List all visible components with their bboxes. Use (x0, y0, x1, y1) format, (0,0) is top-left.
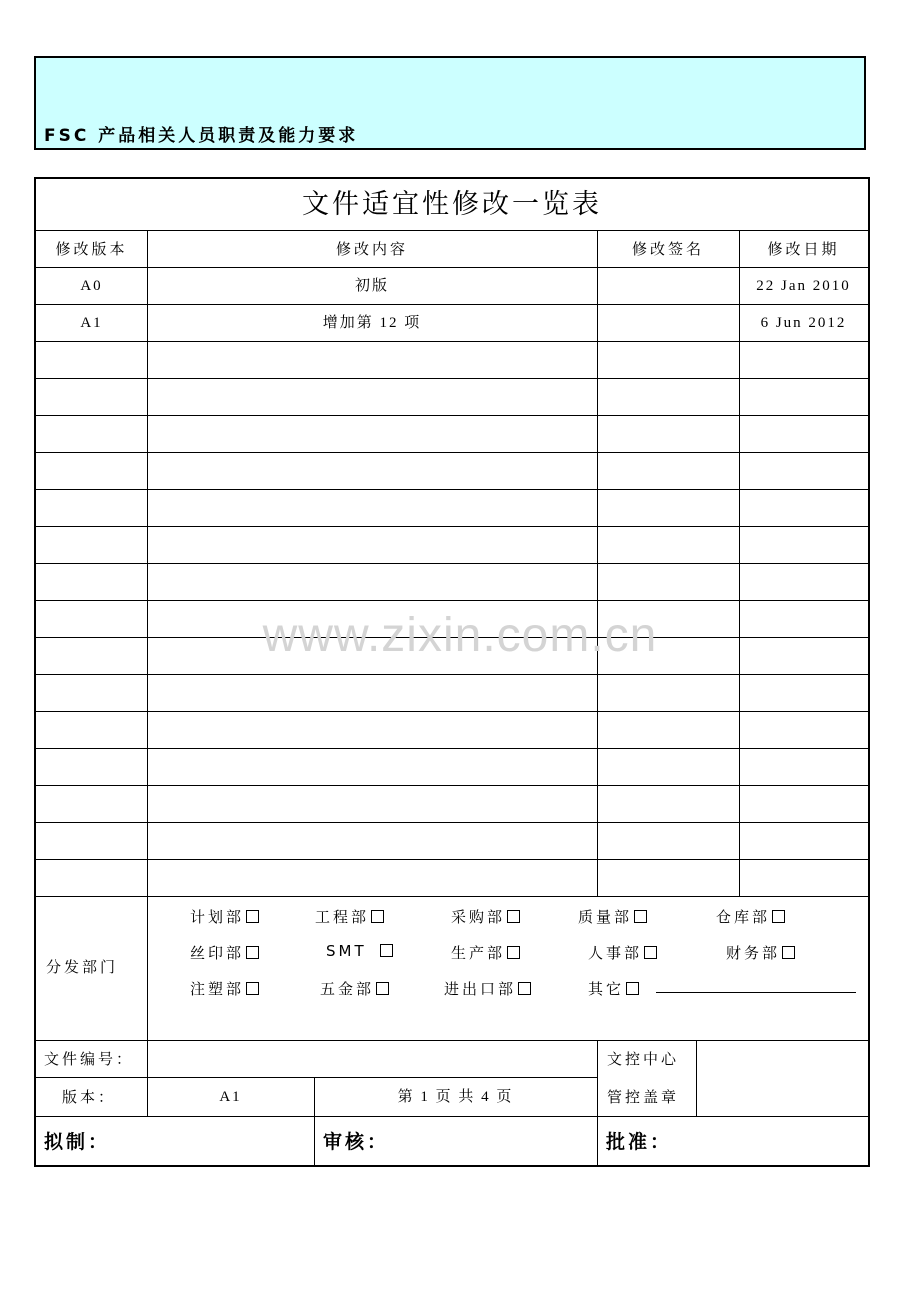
row-divider (36, 600, 868, 601)
row-divider (36, 563, 868, 564)
row-divider (36, 378, 868, 379)
doc-control-label: 文控中心 (607, 1050, 680, 1068)
divider (36, 1077, 597, 1078)
approved-label: 批准： (606, 1131, 673, 1153)
dept-hardware[interactable]: 五金部 (320, 978, 389, 999)
dept-finance-checkbox[interactable] (782, 946, 795, 959)
doc-number-label: 文件编号： (44, 1050, 135, 1068)
control-stamp-label: 管控盖章 (607, 1088, 680, 1106)
dept-injection-checkbox[interactable] (246, 982, 259, 995)
row-divider (36, 711, 868, 712)
dept-other-underline[interactable] (656, 992, 856, 993)
row-divider (36, 674, 868, 675)
divider (147, 1040, 148, 1116)
dept-hr[interactable]: 人事部 (588, 942, 657, 963)
dept-hr-checkbox[interactable] (644, 946, 657, 959)
distribution-label: 分发部门 (45, 958, 118, 976)
row-divider (36, 822, 868, 823)
dept-planning-checkbox[interactable] (246, 910, 259, 923)
divider (597, 1040, 598, 1167)
col-header-signature: 修改签名 (631, 240, 704, 258)
reviewed-label: 审核： (323, 1131, 390, 1153)
dept-purchasing[interactable]: 采购部 (451, 906, 520, 927)
row-divider (36, 415, 868, 416)
row-1-version: A0 (80, 278, 103, 294)
dept-silkscreen-checkbox[interactable] (246, 946, 259, 959)
row-2-version: A1 (80, 315, 103, 331)
dept-quality[interactable]: 质量部 (578, 906, 647, 927)
divider (36, 1040, 868, 1041)
row-divider (36, 489, 868, 490)
divider (314, 1077, 315, 1167)
row-2-content: 增加第 12 项 (322, 315, 422, 331)
dept-warehouse-checkbox[interactable] (772, 910, 785, 923)
row-divider (36, 341, 868, 342)
dept-warehouse[interactable]: 仓库部 (716, 906, 785, 927)
dept-production[interactable]: 生产部 (451, 942, 520, 963)
version-value: A1 (219, 1089, 242, 1105)
col-header-date: 修改日期 (767, 240, 840, 258)
row-1-date: 22 Jan 2010 (756, 278, 851, 294)
divider (696, 1040, 697, 1116)
form-title: 文件适宜性修改一览表 (36, 179, 868, 231)
dept-injection[interactable]: 注塑部 (190, 978, 259, 999)
dept-hardware-checkbox[interactable] (376, 982, 389, 995)
dept-planning[interactable]: 计划部 (190, 906, 259, 927)
row-divider (36, 452, 868, 453)
drafted-label: 拟制： (44, 1131, 111, 1153)
dept-engineering-checkbox[interactable] (371, 910, 384, 923)
dept-production-checkbox[interactable] (507, 946, 520, 959)
dept-purchasing-checkbox[interactable] (507, 910, 520, 923)
dept-other[interactable]: 其它 (588, 978, 639, 999)
row-divider (36, 304, 868, 305)
row-divider (36, 526, 868, 527)
column-divider (739, 230, 740, 896)
dept-smt-checkbox[interactable] (380, 944, 393, 957)
col-header-version: 修改版本 (55, 240, 128, 258)
header-banner (34, 56, 866, 150)
doc-number-value[interactable] (147, 1041, 597, 1077)
row-divider (36, 748, 868, 749)
row-divider (36, 896, 868, 897)
dept-silkscreen[interactable]: 丝印部 (190, 942, 259, 963)
row-2-signature (597, 305, 739, 342)
column-divider (597, 230, 598, 896)
dept-quality-checkbox[interactable] (634, 910, 647, 923)
dept-import-export-checkbox[interactable] (518, 982, 531, 995)
col-header-content: 修改内容 (335, 240, 408, 258)
row-1-signature (597, 268, 739, 305)
dept-import-export[interactable]: 进出口部 (444, 978, 531, 999)
row-divider (36, 785, 868, 786)
revision-form (34, 177, 870, 1167)
row-2-date: 6 Jun 2012 (760, 315, 847, 331)
dept-finance[interactable]: 财务部 (726, 942, 795, 963)
row-1-content: 初版 (354, 278, 389, 294)
dept-other-checkbox[interactable] (626, 982, 639, 995)
dept-engineering[interactable]: 工程部 (315, 906, 384, 927)
watermark: www.zixin.com.cn (262, 609, 658, 662)
version-label: 版本： (62, 1088, 117, 1106)
divider (36, 1116, 868, 1117)
stamp-area (696, 1041, 868, 1116)
row-divider (36, 859, 868, 860)
row-divider (36, 267, 868, 268)
document-heading: FSC 产品相关人员职责及能力要求 (44, 126, 359, 146)
dept-smt[interactable]: SMT (326, 942, 393, 960)
page-info: 第 1 页 共 4 页 (397, 1089, 514, 1105)
